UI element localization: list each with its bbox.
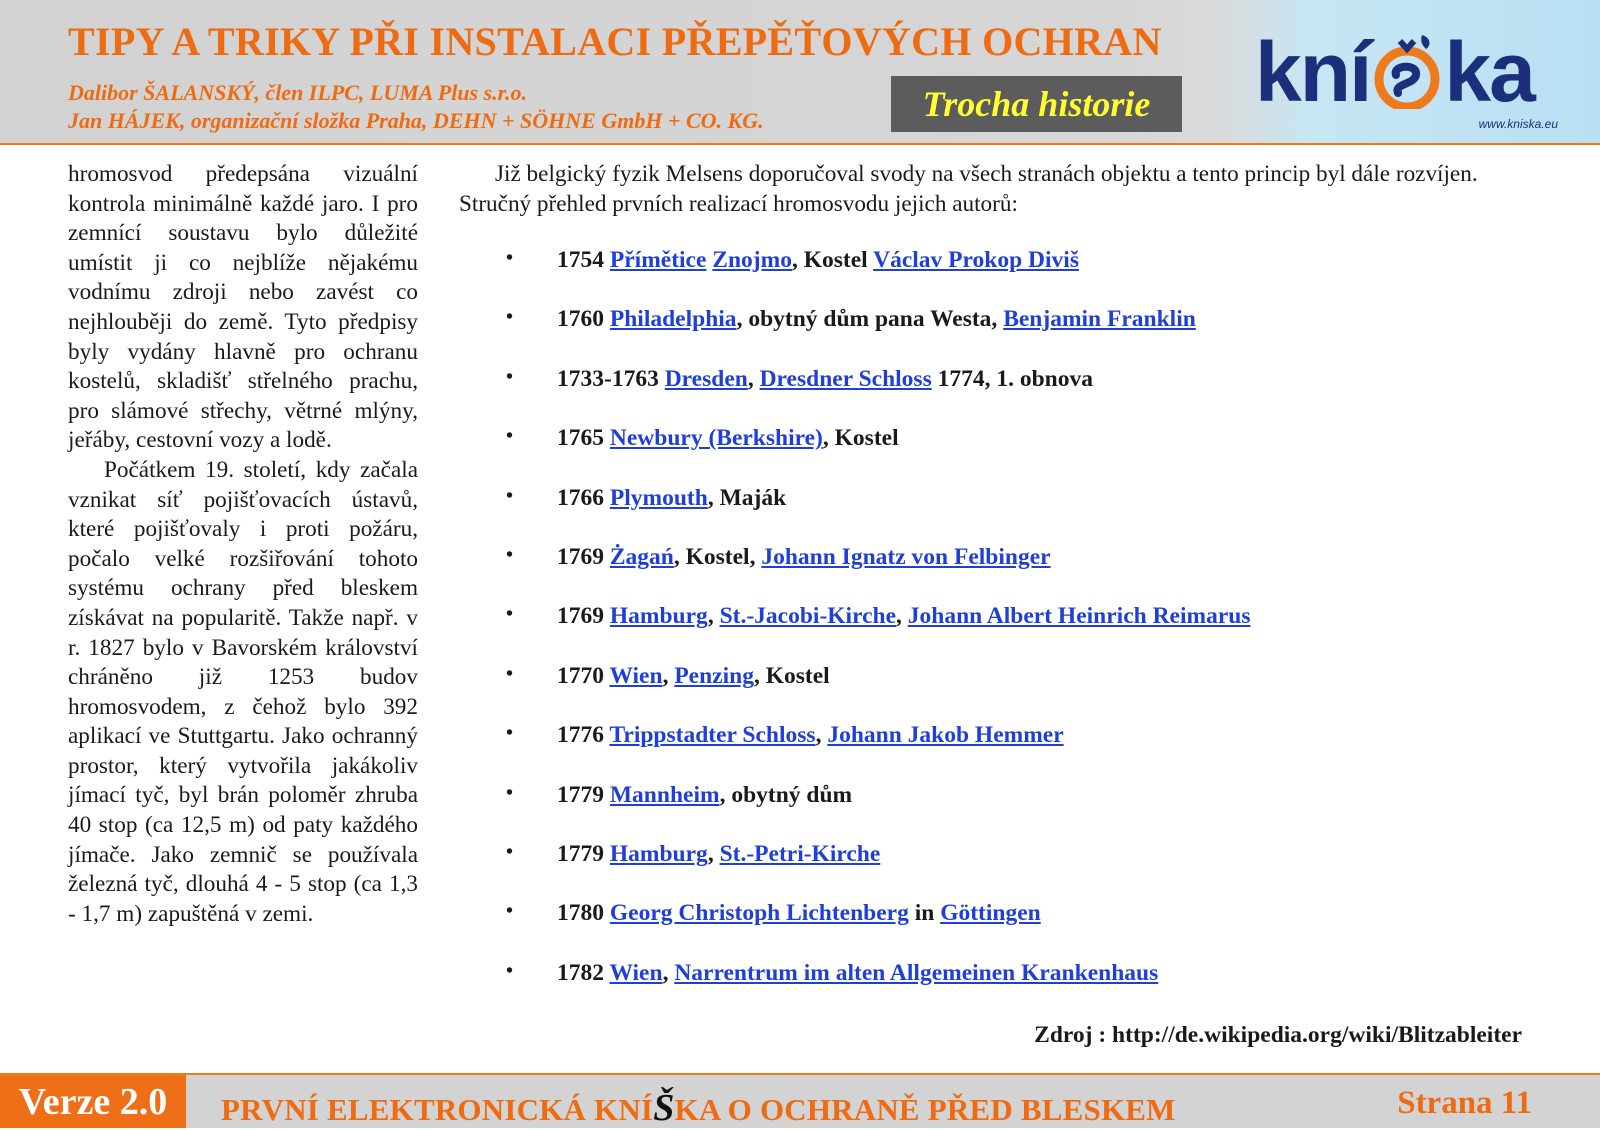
event-year: 1760 <box>557 306 604 333</box>
event-item <box>506 425 1250 484</box>
event-link[interactable]: Přímětice <box>609 247 707 273</box>
event-item <box>506 900 1250 959</box>
event-text: , obytný dům <box>719 781 853 808</box>
event-text: , <box>662 959 675 986</box>
bullet-icon: • <box>506 425 514 448</box>
bullet-icon: • <box>506 722 514 745</box>
event-link[interactable]: Göttingen <box>940 900 1041 927</box>
bullet-icon: • <box>506 306 514 329</box>
event-link[interactable]: Wien <box>609 959 663 986</box>
event-link[interactable]: Wien <box>609 662 663 689</box>
event-year: 1754 <box>557 247 604 273</box>
event-year: 1733-1763 <box>557 365 659 392</box>
event-text: , <box>747 365 760 392</box>
footer-title-letter: Š <box>653 1087 675 1129</box>
event-text: , <box>896 603 908 630</box>
event-item <box>506 663 1250 722</box>
section-badge: Trocha historie <box>891 76 1182 132</box>
event-item <box>506 960 1250 1019</box>
event-item <box>506 366 1250 425</box>
event-item <box>506 306 1250 365</box>
left-paragraph-2: Počátkem 19. století, kdy začala vznikat síť pojišťovacích ústavů, které pojišťovaly i proti požáru, počalo velké rozšiřování tohoto systému ochrany před bleskem získávat na popularitě. Takže např. v r. 1827 bylo v Bavorském království chráněno již 1253 budov hromosvodem, z čehož bylo 392 aplikací ve Stuttgartu. Jako ochranný prostor, který vytvořila jakákoliv jímací tyč, byl brán poloměr zhruba 40 stop (ca 12,5 m) od paty každého jímače. Jako zemnič se používala železná tyč, dlouhá 4 - 5 stop (ca 1,3 - 1,7 m) zapuštěná v zemi. <box>68 456 418 927</box>
event-link[interactable]: Johann Albert Heinrich Reimarus <box>907 603 1251 630</box>
author-1: Dalibor ŠALANSKÝ, člen ILPC, LUMA Plus s.r.o. <box>68 80 528 105</box>
version-badge: Verze 2.0 <box>0 1075 186 1128</box>
event-year: 1776 <box>557 722 604 749</box>
header-divider <box>0 143 1600 145</box>
footer-title-a: PRVNÍ ELEKTRONICKÁ KNÍ <box>221 1092 654 1127</box>
event-link[interactable]: Johann Ignatz von Felbinger <box>761 543 1051 570</box>
bullet-icon: • <box>506 543 514 566</box>
event-item <box>506 485 1250 544</box>
event-link[interactable]: Newbury (Berkshire) <box>609 425 823 452</box>
event-item <box>506 841 1250 900</box>
page-title: TIPY A TRIKY PŘI INSTALACI PŘEPĚŤOVÝCH OCHRAN <box>68 19 1162 64</box>
event-item <box>506 544 1250 603</box>
event-link[interactable]: Philadelphia <box>609 306 737 333</box>
event-year: 1779 <box>557 840 604 867</box>
event-year: 1779 <box>557 781 604 808</box>
event-text: , Maják <box>707 484 787 511</box>
bullet-icon: • <box>506 365 514 388</box>
event-text: , Kostel, <box>673 543 762 570</box>
event-text: in <box>908 900 941 927</box>
page-header <box>0 0 1600 143</box>
event-link[interactable]: Trippstadter Schloss <box>609 722 816 749</box>
event-link[interactable]: Dresdner Schloss <box>759 365 932 392</box>
page-number: Strana 11 <box>1397 1085 1532 1121</box>
bullet-icon: • <box>506 603 514 626</box>
source-citation: Zdroj : http://de.wikipedia.org/wiki/Blitzableiter <box>1034 1022 1522 1048</box>
event-text: , Kostel <box>791 247 874 273</box>
event-text: , <box>707 840 720 867</box>
event-link[interactable]: Żagań <box>609 543 674 570</box>
bullet-icon: • <box>506 484 514 507</box>
footer-title-b: KA O OCHRANĚ PŘED BLESKEM <box>674 1092 1176 1127</box>
event-year: 1770 <box>557 662 604 689</box>
event-link[interactable]: Penzing <box>674 662 754 689</box>
logo-text <box>1255 25 1534 119</box>
event-text: , Kostel <box>753 662 830 689</box>
event-item <box>506 247 1250 306</box>
events-list <box>506 247 1250 1019</box>
event-link[interactable]: Dresden <box>664 365 748 392</box>
logo-s-icon <box>1370 30 1444 114</box>
event-link[interactable]: Plymouth <box>609 484 708 511</box>
event-link[interactable]: Václav Prokop Diviš <box>873 247 1079 273</box>
bullet-icon: • <box>506 247 514 269</box>
event-text: , <box>707 603 720 630</box>
bullet-icon: • <box>506 959 514 982</box>
event-text: , <box>662 662 675 689</box>
event-link[interactable]: St.-Jacobi-Kirche <box>719 603 897 630</box>
event-year: 1765 <box>557 425 604 452</box>
author-2: Jan HÁJEK, organizační složka Praha, DEHN + SÖHNE GmbH + CO. KG. <box>68 108 764 133</box>
event-year: 1766 <box>557 484 604 511</box>
event-text: , <box>815 722 828 749</box>
event-year: 1769 <box>557 543 604 570</box>
event-link[interactable]: Narrentrum im alten Allgemeinen Krankenhaus <box>674 959 1159 986</box>
event-year: 1780 <box>557 900 604 927</box>
bullet-icon: • <box>506 840 514 863</box>
event-link[interactable]: Hamburg <box>609 603 708 630</box>
bullet-icon: • <box>506 662 514 685</box>
bullet-icon: • <box>506 900 514 923</box>
event-text: , Kostel <box>822 425 899 452</box>
footer-title <box>221 1086 1176 1130</box>
left-column <box>68 160 418 929</box>
logo-url: www.kniska.eu <box>1478 117 1558 131</box>
intro-paragraph: Již belgický fyzik Melsens doporučoval svody na všech stranách objektu a tento princip byl dále rozvíjen. Stručný přehled prvních realizací hromosvodu jejich autorů: <box>459 161 1478 217</box>
event-link[interactable]: Znojmo <box>712 247 792 273</box>
event-link[interactable]: Georg Christoph Lichtenberg <box>609 900 909 927</box>
kniska-logo <box>1240 10 1570 135</box>
event-link[interactable]: Mannheim <box>609 781 720 808</box>
page-footer <box>0 1075 1600 1128</box>
event-link[interactable]: St.-Petri-Kirche <box>719 840 881 867</box>
event-item <box>506 782 1250 841</box>
left-paragraph-1: hromosvod předepsána vizuální kontrola minimálně každé jaro. I pro zemnící soustavu bylo důležité umístit ji co nejblíže nějakému vodnímu zdroji nebo zavést co nejhlouběji do země. Tyto předpisy byly vydány hlavně pro ochranu kostelů, skladišť střelného prachu, pro slámové střechy, větrné mlýny, jeřáby, cestovní vozy a lodě. <box>68 161 418 454</box>
event-link[interactable]: Benjamin Franklin <box>1003 306 1196 333</box>
event-year: 1782 <box>557 959 604 986</box>
event-item <box>506 722 1250 781</box>
bullet-icon: • <box>506 781 514 804</box>
event-link[interactable]: Johann Jakob Hemmer <box>827 722 1064 749</box>
event-text: , obytný dům pana Westa, <box>736 306 1004 333</box>
event-item <box>506 603 1250 662</box>
logo-text-a: kní <box>1255 25 1371 119</box>
logo-text-b: ka <box>1444 25 1534 119</box>
event-year: 1769 <box>557 603 604 630</box>
event-link[interactable]: Hamburg <box>609 840 708 867</box>
event-text: 1774, 1. obnova <box>931 365 1093 392</box>
